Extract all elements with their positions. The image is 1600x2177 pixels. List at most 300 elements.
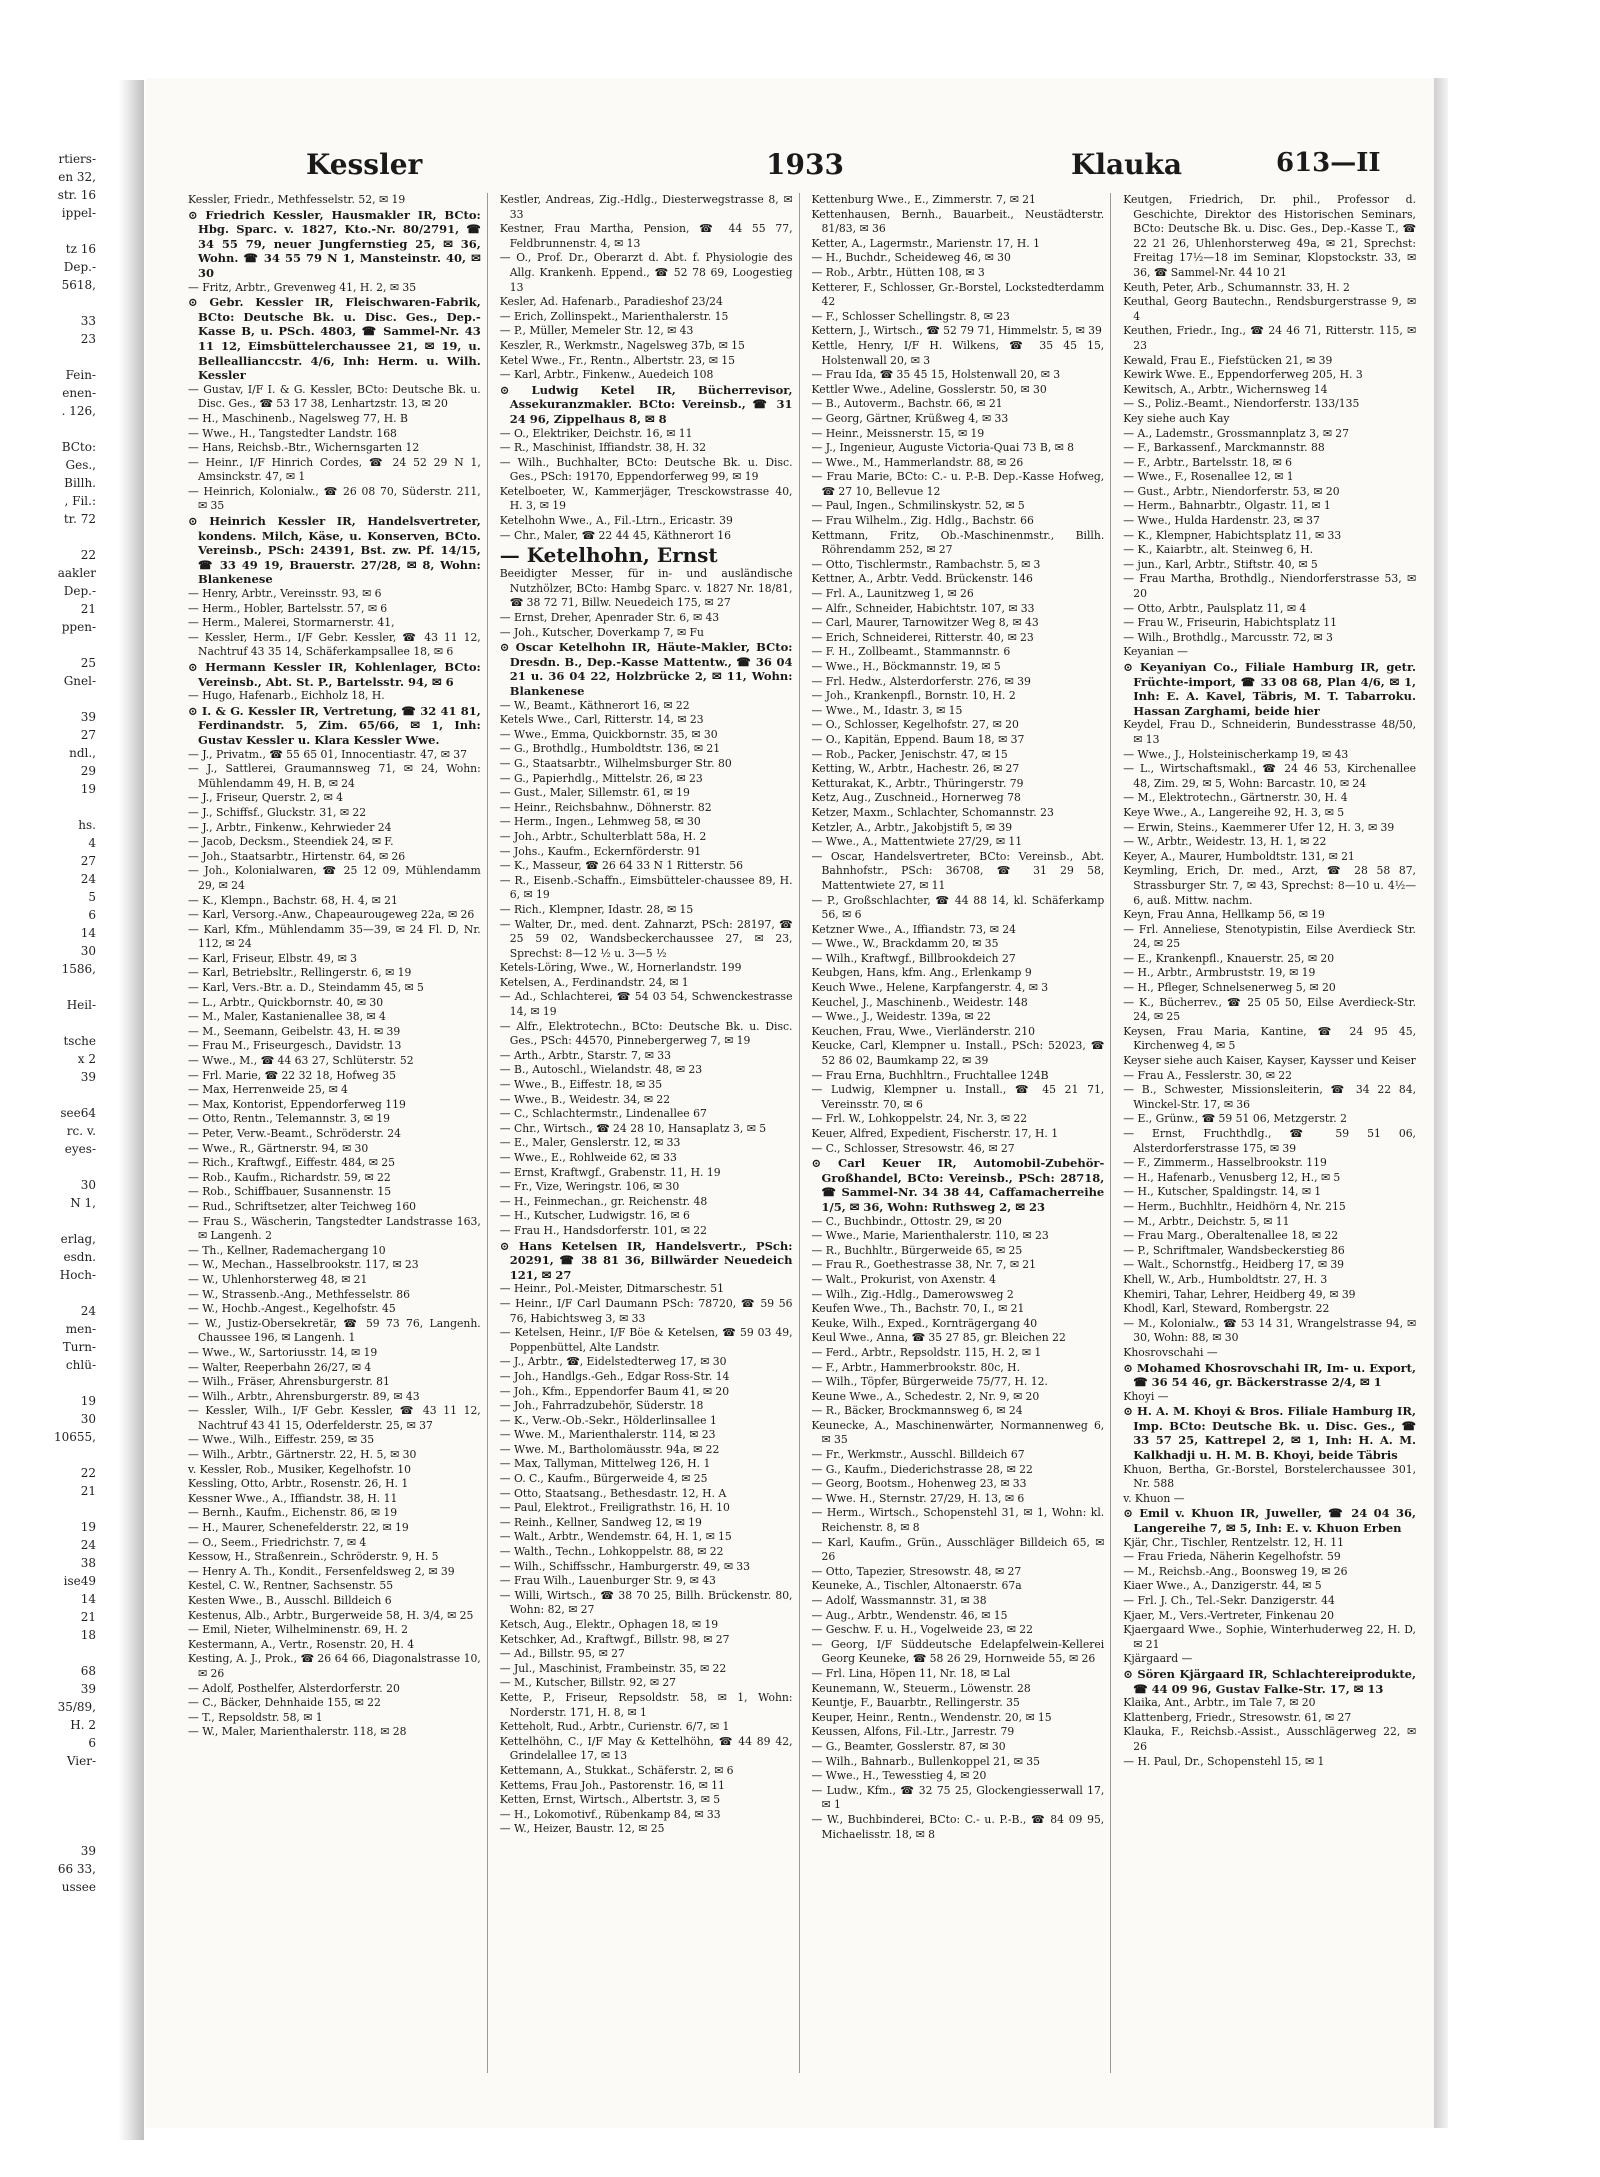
directory-entry: — M., Arbtr., Deichstr. 5, ✉ 11 bbox=[1123, 1214, 1290, 1228]
directory-entry: — O., Elektriker, Deichstr. 16, ✉ 11 bbox=[499, 426, 693, 440]
directory-entry: Kesten Wwe., B., Ausschl. Billdeich 6 bbox=[188, 1594, 392, 1607]
strip-line: 6 bbox=[88, 908, 96, 922]
directory-entry: — Jacob, Decksm., Steendiek 24, ✉ F. bbox=[188, 835, 394, 849]
directory-entry: Keymling, Erich, Dr. med., Arzt, ☎ 28 58 87, Strassburger Str. 7, ✉ 43, Sprechst: 8—10 u. 4½—6, auß. Mittw. nachm. bbox=[1123, 864, 1416, 907]
directory-entry: Ketzer, Maxm., Schlachter, Schomannstr. 23 bbox=[811, 805, 1054, 819]
directory-entry: ⊙ Ludwig Ketel IR, Bücherrevisor, Assekuranzmakler. BCto: Vereinsb., ☎ 31 24 96, Zippelhaus 8, ✉ 8 bbox=[499, 382, 793, 426]
book-spine bbox=[118, 80, 144, 2140]
strip-line: N 1, bbox=[70, 1196, 96, 1210]
strip-line: enen- bbox=[62, 386, 96, 400]
directory-entry: — Wwe. M., Marienthalerstr. 114, ✉ 23 bbox=[499, 1428, 716, 1442]
directory-entry: — J., Friseur, Querstr. 2, ✉ 4 bbox=[188, 791, 343, 805]
directory-entry: — Erich, Zollinspekt., Marienthalerstr. 15 bbox=[499, 309, 729, 323]
strip-line: 25 bbox=[80, 656, 96, 670]
strip-line: ippel- bbox=[61, 206, 96, 220]
directory-entry: — Geschw. F. u. H., Vogelweide 23, ✉ 22 bbox=[811, 1623, 1034, 1637]
directory-entry: — Alfr., Elektrotechn., BCto: Deutsche Bk. u. Disc. Ges., PSch: 44570, Pinnebergerweg 7, ✉ 19 bbox=[499, 1019, 793, 1048]
directory-entry: — Ernst, Kraftwgf., Grabenstr. 11, H. 19 bbox=[499, 1165, 721, 1179]
directory-entry: — Erwin, Steins., Kaemmerer Ufer 12, H. 3, ✉ 39 bbox=[1123, 820, 1395, 834]
strip-line bbox=[0, 690, 110, 708]
directory-entry: — K., Bücherrev., ☎ 25 05 50, Eilse Averdieck-Str. 24, ✉ 25 bbox=[1123, 995, 1416, 1024]
header-year: 1933 bbox=[766, 148, 844, 181]
directory-entry: — Frau M., Friseurgesch., Davidstr. 13 bbox=[188, 1039, 402, 1053]
directory-entry: — Wwe., Marie, Marienthalerstr. 110, ✉ 23 bbox=[811, 1229, 1049, 1243]
directory-entry: — C., Buchbindr., Ottostr. 29, ✉ 20 bbox=[811, 1214, 1002, 1228]
strip-line: tr. 72 bbox=[63, 512, 96, 526]
directory-entry: — F., Zimmerm., Hasselbrookstr. 119 bbox=[1123, 1156, 1327, 1170]
directory-entry: — Frl. J. Ch., Tel.-Sekr. Danzigerstr. 44 bbox=[1123, 1594, 1335, 1607]
directory-entry: Khemiri, Tahar, Lehrer, Heidberg 49, ✉ 39 bbox=[1123, 1287, 1356, 1301]
page-number: 613—II bbox=[1276, 148, 1381, 178]
directory-entry: Keuch Wwe., Helene, Karpfangerstr. 4, ✉ 3 bbox=[811, 981, 1049, 995]
directory-entry: Kettle, Henry, I/F H. Wilkens, ☎ 35 45 15, Holstenwall 20, ✉ 3 bbox=[811, 338, 1105, 367]
strip-line: Turn- bbox=[62, 1340, 96, 1354]
directory-entry: — H., Kutscher, Ludwigstr. 16, ✉ 6 bbox=[499, 1209, 690, 1223]
directory-entry: — Rob., Schiffbauer, Susannenstr. 15 bbox=[188, 1185, 392, 1199]
strip-line bbox=[0, 1770, 110, 1788]
directory-entry: Ketzner Wwe., A., Iffiandstr. 73, ✉ 24 bbox=[811, 922, 1016, 936]
directory-entry: Kettenhausen, Bernh., Bauarbeit., Neustädterstr. 81/83, ✉ 36 bbox=[811, 207, 1105, 236]
strip-line bbox=[0, 1212, 110, 1230]
strip-line: rtiers- bbox=[58, 152, 96, 166]
directory-entry: — E., Maler, Genslerstr. 12, ✉ 33 bbox=[499, 1136, 681, 1150]
adjacent-page-strip bbox=[0, 150, 110, 1970]
directory-entry: — Frau Marg., Oberaltenallee 18, ✉ 22 bbox=[1123, 1229, 1339, 1243]
directory-entry: — Walt., Arbtr., Wendemstr. 64, H. 1, ✉ 15 bbox=[499, 1530, 732, 1544]
strip-line bbox=[0, 1788, 110, 1806]
directory-entry: Kestenus, Alb., Arbtr., Burgerweide 58, H. 3/4, ✉ 25 bbox=[188, 1608, 474, 1622]
directory-entry: — R., Buchhltr., Bürgerweide 65, ✉ 25 bbox=[811, 1243, 1023, 1257]
directory-entry: — Wwe., Emma, Quickbornstr. 35, ✉ 30 bbox=[499, 727, 718, 741]
directory-entry: — Carl, Maurer, Tarnowitzer Weg 8, ✉ 43 bbox=[811, 616, 1039, 630]
directory-entry: — Reinh., Kellner, Sandweg 12, ✉ 19 bbox=[499, 1515, 702, 1529]
directory-entry: — K., Masseur, ☎ 26 64 33 N 1 Ritterstr. 56 bbox=[499, 859, 743, 873]
directory-entry: — Gustav, I/F I. & G. Kessler, BCto: Deutsche Bk. u. Disc. Ges., ☎ 53 17 38, Lenhartzstr. 13, ✉ 20 bbox=[188, 382, 481, 411]
directory-entry: — Walth., Techn., Lohkoppelstr. 88, ✉ 22 bbox=[499, 1545, 724, 1559]
directory-entry: Keyer, A., Maurer, Humboldtstr. 131, ✉ 21 bbox=[1123, 849, 1355, 863]
directory-entry: Ketter, A., Lagermstr., Marienstr. 17, H. 1 bbox=[811, 236, 1041, 250]
directory-entry: — B., Schwester, Missionsleiterin, ☎ 34 22 84, Winckel-Str. 17, ✉ 36 bbox=[1123, 1083, 1416, 1111]
directory-entry: — Heinr., Reichsbahnw., Döhnerstr. 82 bbox=[499, 800, 712, 814]
directory-entry: — Rich., Kraftwgf., Eiffestr. 484, ✉ 25 bbox=[188, 1156, 395, 1170]
directory-entry: — Willi, Wirtsch., ☎ 38 70 25, Billh. Brückenstr. 80, Wohn: 82, ✉ 27 bbox=[499, 1588, 793, 1617]
directory-entry: — R., Bäcker, Brockmannsweg 6, ✉ 24 bbox=[811, 1404, 1023, 1418]
directory-entry: — Johs., Kaufm., Eckernförderstr. 91 bbox=[499, 844, 702, 858]
directory-entry: Keussen, Alfons, Fil.-Ltr., Jarrestr. 79 bbox=[811, 1725, 1015, 1739]
directory-entry: — S., Poliz.-Beamt., Niendorferstr. 133/135 bbox=[1123, 397, 1360, 411]
directory-entry: — Henry A. Th., Kondit., Fersenfeldsweg 2, ✉ 39 bbox=[188, 1564, 455, 1578]
directory-entry: Kessow, H., Straßenrein., Schröderstr. 9, H. 5 bbox=[188, 1550, 439, 1564]
directory-entry: — Hugo, Hafenarb., Eichholz 18, H. bbox=[188, 689, 385, 703]
directory-entry: — C., Schlachtermstr., Lindenallee 67 bbox=[499, 1107, 707, 1121]
directory-entry: Keucke, Carl, Klempner u. Install., PSch: 52023, ☎ 52 86 02, Baumkamp 22, ✉ 39 bbox=[811, 1039, 1105, 1068]
directory-entry: ⊙ Emil v. Khuon IR, Juweller, ☎ 24 04 36, Langereihe 7, ✉ 5, Inh: E. v. Khuon Erben bbox=[1123, 1506, 1416, 1536]
directory-entry: — K., Klempner, Habichtsplatz 11, ✉ 33 bbox=[1123, 528, 1342, 542]
strip-line: . 126, bbox=[61, 404, 96, 418]
directory-entry: — Rud., Schriftsetzer, alter Teichweg 160 bbox=[188, 1199, 417, 1213]
directory-entry: Ketsch, Aug., Elektr., Ophagen 18, ✉ 19 bbox=[499, 1618, 719, 1631]
directory-entry: — Chr., Maler, ☎ 22 44 45, Käthnerort 16 bbox=[499, 528, 731, 542]
directory-entry: Ketels Wwe., Carl, Ritterstr. 14, ✉ 23 bbox=[499, 713, 704, 727]
strip-line bbox=[0, 222, 110, 240]
directory-entry: Klaika, Ant., Arbtr., im Tale 7, ✉ 20 bbox=[1123, 1696, 1316, 1710]
strip-line: 19 bbox=[80, 1394, 96, 1408]
directory-entry: — Wwe. H., Sternstr. 27/29, H. 13, ✉ 6 bbox=[811, 1491, 1025, 1505]
directory-entry: Keul Wwe., Anna, ☎ 35 27 85, gr. Bleichen 22 bbox=[811, 1331, 1066, 1345]
directory-entry: Keuper, Heinr., Rentn., Wendenstr. 20, ✉ 15 bbox=[811, 1710, 1052, 1724]
strip-line: en 32, bbox=[58, 170, 96, 184]
directory-entry: ⊙ Mohamed Khosrovschahi IR, Im- u. Export, ☎ 36 54 46, gr. Bäckerstrasse 2/4, ✉ 1 bbox=[1123, 1360, 1416, 1390]
directory-entry: — Rich., Klempner, Idastr. 28, ✉ 15 bbox=[499, 902, 694, 916]
directory-entry: ⊙ Carl Keuer IR, Automobil-Zubehör-Großhandel, BCto: Vereinsb., PSch: 28718, ☎ Sammel-Nr. 34 38 44, Caffamacherreihe 1/5, ✉ 36, Wohn: Ruthsweg 2, ✉ 23 bbox=[811, 1156, 1105, 1214]
directory-entry: — Herm., Bahnarbtr., Olgastr. 11, ✉ 1 bbox=[1123, 499, 1331, 513]
column-3 bbox=[806, 193, 1112, 2073]
directory-entry: — Frl. Hedw., Alsterdorferstr. 276, ✉ 39 bbox=[811, 674, 1031, 688]
directory-entry: — J., Schiffsf., Gluckstr. 31, ✉ 22 bbox=[188, 805, 367, 819]
directory-entry: Kjärgaard — bbox=[1123, 1652, 1193, 1666]
directory-entry: ⊙ I. & G. Kessler IR, Vertretung, ☎ 32 41 81, Ferdinandstr. 5, Zim. 65/66, ✉ 1, Inh: Gustav Kessler u. Klara Kessler Wwe. bbox=[188, 703, 481, 747]
directory-entry: — P., Müller, Memeler Str. 12, ✉ 43 bbox=[499, 324, 694, 338]
strip-line: 21 bbox=[80, 602, 96, 616]
directory-entry: — Walt., Prokurist, von Axenstr. 4 bbox=[811, 1272, 996, 1286]
directory-entry: — O., Prof. Dr., Oberarzt d. Abt. f. Physiologie des Allg. Krankenh. Eppend., ☎ 52 78 69, Loogestieg 13 bbox=[499, 251, 793, 294]
directory-entry: — W., Uhlenhorsterweg 48, ✉ 21 bbox=[188, 1272, 368, 1286]
strip-line bbox=[0, 1158, 110, 1176]
directory-entry: — Karl, Vers.-Btr. a. D., Steindamm 45, ✉ 5 bbox=[188, 981, 424, 995]
directory-entry: Ketzler, A., Arbtr., Jakobjstift 5, ✉ 39 bbox=[811, 820, 1013, 834]
directory-entry: — Herm., Malerei, Stormarnerstr. 41, bbox=[188, 616, 395, 630]
strip-line bbox=[0, 798, 110, 816]
directory-entry: — Wwe. M., Bartholomäusstr. 94a, ✉ 22 bbox=[499, 1442, 720, 1456]
directory-entry: — A., Lademstr., Grossmannplatz 3, ✉ 27 bbox=[1123, 426, 1350, 440]
directory-entry: — B., Autoverm., Bachstr. 66, ✉ 21 bbox=[811, 397, 1003, 411]
directory-entry: Kessler, Friedr., Methfesselstr. 52, ✉ 19 bbox=[188, 193, 406, 206]
directory-entry: Keufen Wwe., Th., Bachstr. 70, I., ✉ 21 bbox=[811, 1302, 1025, 1316]
directory-entry: — Wwe., Hulda Hardenstr. 23, ✉ 37 bbox=[1123, 514, 1320, 528]
strip-line: chlü- bbox=[65, 1358, 96, 1372]
strip-line: 22 bbox=[80, 1466, 96, 1480]
directory-entry: — Paul, Ingen., Schmilinskystr. 52, ✉ 5 bbox=[811, 499, 1025, 513]
directory-entry: — F., Arbtr., Bartelsstr. 18, ✉ 6 bbox=[1123, 455, 1292, 469]
directory-entry: Ketelboeter, W., Kammerjäger, Tresckowstrasse 40, H. 3, ✉ 19 bbox=[499, 484, 793, 513]
directory-entry: — Erich, Schneiderei, Ritterstr. 40, ✉ 23 bbox=[811, 630, 1034, 644]
directory-entry: Ketteholt, Rud., Arbtr., Curienstr. 6/7, ✉ 1 bbox=[499, 1720, 730, 1734]
directory-entry: — O., Seem., Friedrichstr. 7, ✉ 4 bbox=[188, 1535, 367, 1549]
directory-entry: — L., Wirtschaftsmakl., ☎ 24 46 53, Kirchenallee 48, Zim. 29, ✉ 5, Wohn: Barcastr. 10, ✉ 24 bbox=[1123, 762, 1416, 790]
directory-entry: Kettemann, A., Stukkat., Schäferstr. 2, ✉ 6 bbox=[499, 1763, 734, 1777]
directory-entry: Kettler Wwe., Adeline, Gosslerstr. 50, ✉ 30 bbox=[811, 382, 1047, 396]
directory-entry: — Karl, Arbtr., Finkenw., Auedeich 108 bbox=[499, 368, 714, 382]
directory-entry: — Otto, Arbtr., Paulsplatz 11, ✉ 4 bbox=[1123, 601, 1307, 615]
directory-entry: — Herm., Ingen., Lehmweg 58, ✉ 30 bbox=[499, 815, 701, 829]
directory-entry: — Wwe., B., Weidestr. 34, ✉ 22 bbox=[499, 1092, 671, 1106]
directory-entry: — Frau R., Goethestrasse 38, Nr. 7, ✉ 21 bbox=[811, 1258, 1037, 1272]
strip-line: Vier- bbox=[66, 1754, 96, 1768]
directory-entry: — Alfr., Schneider, Habichtstr. 107, ✉ 33 bbox=[811, 601, 1035, 615]
directory-entry: — Walt., Schornstfg., Heidberg 17, ✉ 39 bbox=[1123, 1258, 1345, 1272]
strip-line: str. 16 bbox=[57, 188, 96, 202]
directory-entry: — Oscar, Handelsvertreter, BCto: Vereinsb., Abt. Bahnhofstr., PSch: 36708, ☎ 31 29 58, Mattentwiete 27, ✉ 11 bbox=[811, 849, 1105, 892]
strip-line: 29 bbox=[80, 764, 96, 778]
directory-entry: — Wilh., Arbtr., Gärtnerstr. 22, H. 5, ✉ 30 bbox=[188, 1448, 417, 1462]
directory-entry: Kessling, Otto, Arbtr., Rosenstr. 26, H. 1 bbox=[188, 1477, 409, 1491]
directory-entry: — M., Elektrotechn., Gärtnerstr. 30, H. 4 bbox=[1123, 791, 1348, 805]
directory-entry: — Arth., Arbtr., Starstr. 7, ✉ 33 bbox=[499, 1048, 672, 1062]
strip-line: 39 bbox=[80, 710, 96, 724]
directory-entry: — J., Ingenieur, Auguste Victoria-Quai 73 B, ✉ 8 bbox=[811, 441, 1075, 455]
directory-entry: Ketz, Aug., Zuschneid., Hornerweg 78 bbox=[811, 791, 1021, 805]
directory-entry: — P., Schriftmaler, Wandsbeckerstieg 86 bbox=[1123, 1243, 1345, 1257]
directory-entry: — Walter, Reeperbahn 26/27, ✉ 4 bbox=[188, 1360, 372, 1374]
strip-line: 27 bbox=[80, 854, 96, 868]
directory-entry: — H. Paul, Dr., Schopenstehl 15, ✉ 1 bbox=[1123, 1754, 1325, 1768]
directory-entry: — Emil, Nieter, Wilhelminenstr. 69, H. 2 bbox=[188, 1623, 409, 1637]
directory-entry: — Frl. Anneliese, Stenotypistin, Eilse Averdieck Str. 24, ✉ 25 bbox=[1123, 922, 1416, 951]
strip-line bbox=[0, 636, 110, 654]
directory-entry: — J., Arbtr., ☎, Eidelstedterweg 17, ✉ 30 bbox=[499, 1355, 727, 1369]
directory-entry: — Wilh., Kraftwgf., Billbrookdeich 27 bbox=[811, 951, 1016, 965]
directory-entry: — Wwe., F., Rosenallee 12, ✉ 1 bbox=[1123, 470, 1294, 484]
directory-entry: — Karl, Versorg.-Anw., Chapeaurougeweg 22a, ✉ 26 bbox=[188, 908, 475, 922]
directory-entry: — Th., Kellner, Rademachergang 10 bbox=[188, 1243, 386, 1257]
directory-entry: Keysen, Frau Maria, Kantine, ☎ 24 95 45, Kirchenweg 4, ✉ 5 bbox=[1123, 1024, 1416, 1053]
directory-entry: — Herm., Hobler, Bartelsstr. 57, ✉ 6 bbox=[188, 601, 388, 615]
directory-entry: — Wwe., H., Tangstedter Landstr. 168 bbox=[188, 426, 397, 440]
directory-entry: Keubgen, Hans, kfm. Ang., Erlenkamp 9 bbox=[811, 966, 1032, 980]
directory-entry: Ketelsen, A., Ferdinandstr. 24, ✉ 1 bbox=[499, 975, 689, 989]
directory-entry: — Ad., Billstr. 95, ✉ 27 bbox=[499, 1647, 625, 1661]
directory-entry: — W., Heizer, Baustr. 12, ✉ 25 bbox=[499, 1822, 665, 1836]
directory-entry: — H., Arbtr., Armbruststr. 19, ✉ 19 bbox=[1123, 966, 1316, 980]
directory-entry: — G., Papierhdlg., Mittelstr. 26, ✉ 23 bbox=[499, 771, 703, 785]
strip-line: men- bbox=[65, 1322, 96, 1336]
strip-line: ndl., bbox=[69, 746, 96, 760]
directory-entry: Ketten, Ernst, Wirtsch., Albertstr. 3, ✉ 5 bbox=[499, 1793, 721, 1807]
directory-entry: — Fr., Werkmstr., Ausschl. Billdeich 67 bbox=[811, 1448, 1025, 1462]
directory-entry: — Kessler, Herm., I/F Gebr. Kessler, ☎ 43 11 12, Nachtruf 43 35 14, Schäferkampsallee 18, ✉ 6 bbox=[188, 630, 481, 659]
strip-line: BCto: bbox=[61, 440, 96, 454]
directory-entry: — Frl. W., Lohkoppelstr. 24, Nr. 3, ✉ 22 bbox=[811, 1112, 1028, 1126]
directory-entry: — Ferd., Arbtr., Repsoldstr. 115, H. 2, ✉ 1 bbox=[811, 1345, 1042, 1359]
strip-line: 39 bbox=[80, 1682, 96, 1696]
directory-entry: — Otto, Staatsang., Bethesdastr. 12, H. A bbox=[499, 1486, 727, 1500]
directory-entry: ⊙ Sören Kjärgaard IR, Schlachtereiprodukte, ☎ 44 09 96, Gustav Falke-Str. 17, ✉ 13 bbox=[1123, 1666, 1416, 1696]
directory-entry: ⊙ Gebr. Kessler IR, Fleischwaren-Fabrik, BCto: Deutsche Bk. u. Disc. Ges., Dep.-Kasse B, u. PSch. 4803, ☎ Sammel-Nr. 43 11 12, Eimsbüttelerchaussee 21, ✉ 19, u. Belleallianccstr. 4/6, Inh: Herm. u. Wilh. Kessler bbox=[188, 295, 481, 383]
directory-entry: Ketterer, F., Schlosser, Gr.-Borstel, Lockstedterdamm 42 bbox=[811, 280, 1105, 309]
directory-entry: Kessner Wwe., A., Iffiandstr. 38, H. 11 bbox=[188, 1491, 398, 1505]
strip-line: 24 bbox=[80, 1304, 96, 1318]
directory-entry: — W., Maler, Marienthalerstr. 118, ✉ 28 bbox=[188, 1725, 407, 1739]
directory-entry: — Joh., Krankenpfl., Bornstr. 10, H. 2 bbox=[811, 689, 1016, 703]
directory-entry: — Kessler, Wilh., I/F Gebr. Kessler, ☎ 43 11 12, Nachtruf 43 41 15, Oderfelderstr. 25, ✉ 37 bbox=[188, 1404, 481, 1432]
column-2 bbox=[494, 193, 800, 2073]
directory-entry: — E., Krankenpfl., Knauerstr. 25, ✉ 20 bbox=[1123, 951, 1335, 965]
directory-entry: — F., Arbtr., Hammerbrookstr. 80c, H. bbox=[811, 1360, 1021, 1374]
directory-entry: Kettern, J., Wirtsch., ☎ 52 79 71, Himmelstr. 5, ✉ 39 bbox=[811, 324, 1102, 338]
directory-entry: — Adolf, Posthelfer, Alsterdorferstr. 20 bbox=[188, 1681, 400, 1695]
strip-line bbox=[0, 1500, 110, 1518]
strip-line: ppen- bbox=[61, 620, 96, 634]
directory-entry: — Wwe., E., Rohlweide 62, ✉ 33 bbox=[499, 1151, 677, 1164]
directory-entry: Keune Wwe., A., Schedestr. 2, Nr. 9, ✉ 20 bbox=[811, 1389, 1040, 1403]
directory-entry: Keyser siehe auch Kaiser, Kayser, Kaysser und Keiser bbox=[1123, 1054, 1416, 1068]
directory-entry: — H., Maschinenb., Nagelsweg 77, H. B bbox=[188, 411, 408, 425]
directory-entry: — Gust., Maler, Sillemstr. 61, ✉ 19 bbox=[499, 786, 690, 800]
directory-entry: Kestner, Frau Martha, Pension, ☎ 44 55 77, Feldbrunnenstr. 4, ✉ 13 bbox=[499, 222, 793, 250]
directory-entry: Keszler, R., Werkmstr., Nagelsweg 37b, ✉ 15 bbox=[499, 338, 745, 352]
directory-entry: — Jul., Maschinist, Frambeinstr. 35, ✉ 22 bbox=[499, 1661, 727, 1675]
directory-entry: — H., Pfleger, Schnelsenerweg 5, ✉ 20 bbox=[1123, 981, 1336, 995]
directory-entry: — K., Kaiarbtr., alt. Steinweg 6, H. bbox=[1123, 543, 1314, 557]
directory-entry: Khosrovschahi — bbox=[1123, 1345, 1218, 1359]
directory-entry: — Hans, Reichsb.-Btr., Wichernsgarten 12 bbox=[188, 441, 420, 455]
directory-entry: — W., Hochb.-Angest., Kegelhofstr. 45 bbox=[188, 1302, 396, 1316]
directory-entry: — Fr., Vize, Weringstr. 106, ✉ 30 bbox=[499, 1180, 680, 1194]
directory-entry: Klattenberg, Friedr., Stresowstr. 61, ✉ 27 bbox=[1123, 1710, 1352, 1724]
directory-entry: — Gust., Arbtr., Niendorferstr. 53, ✉ 20 bbox=[1123, 484, 1340, 498]
directory-entry: Ketelhohn Wwe., A., Fil.-Ltrn., Ericastr. 39 bbox=[499, 514, 733, 528]
directory-entry: — Peter, Verw.-Beamt., Schröderstr. 24 bbox=[188, 1127, 401, 1140]
strip-line: tz 16 bbox=[65, 242, 96, 256]
strip-line bbox=[0, 420, 110, 438]
directory-entry: Kesting, A. J., Prok., ☎ 26 64 66, Diagonalstrasse 10, ✉ 26 bbox=[188, 1652, 481, 1680]
directory-entry: — Ketelsen, Heinr., I/F Böe & Ketelsen, ☎ 59 03 49, Poppenbüttel, Alte Landstr. bbox=[499, 1326, 793, 1354]
directory-entry: — Wilh., Arbtr., Ahrensburgerstr. 89, ✉ 43 bbox=[188, 1389, 420, 1403]
directory-entry: — Herm., Wirtsch., Schopenstehl 31, ✉ 1, Wohn: kl. Reichenstr. 8, ✉ 8 bbox=[811, 1506, 1105, 1535]
directory-entry: ⊙ H. A. M. Khoyi & Bros. Filiale Hamburg IR, Imp. BCto: Deutsche Bk. u. Disc. Ges., ☎ 33 57 25, Kattrepel 2, ✉ 1, Inh: H. A. M. Kalkhadji u. H. M. B. Khoyi, beide Täbris bbox=[1123, 1404, 1416, 1463]
directory-entry: — M., Reichsb.-Ang., Boonsweg 19, ✉ 26 bbox=[1123, 1564, 1348, 1578]
page-header bbox=[176, 142, 1416, 188]
column-1 bbox=[182, 193, 488, 2073]
strip-line: rc. v. bbox=[66, 1124, 96, 1138]
directory-entry: — Chr., Wirtsch., ☎ 24 28 10, Hansaplatz 3, ✉ 5 bbox=[499, 1121, 767, 1135]
directory-entry: — Max, Herrenweide 25, ✉ 4 bbox=[188, 1083, 348, 1097]
strip-line: 1586, bbox=[61, 962, 96, 976]
directory-entry: — Wilh., Fräser, Ahrensburgerstr. 81 bbox=[188, 1375, 390, 1389]
strip-line bbox=[0, 1086, 110, 1104]
strip-line: Heil- bbox=[66, 998, 96, 1012]
directory-entry: Keuke, Wilh., Exped., Kornträgergang 40 bbox=[811, 1316, 1038, 1330]
strip-line: Dep.- bbox=[63, 260, 96, 274]
directory-entry: — Otto, Tapezier, Stresowstr. 48, ✉ 27 bbox=[811, 1564, 1022, 1578]
strip-line: aakler bbox=[57, 566, 96, 580]
directory-entry: — Wwe., H., Böckmannstr. 19, ✉ 5 bbox=[811, 660, 1001, 673]
directory-entry: — Frau W., Friseurin, Habichtsplatz 11 bbox=[1123, 616, 1337, 630]
directory-entry: — C., Schlosser, Stresowstr. 46, ✉ 27 bbox=[811, 1141, 1015, 1155]
directory-entry: — Wwe., A., Mattentwiete 27/29, ✉ 11 bbox=[811, 835, 1023, 849]
directory-entry: — Heinr., I/F Carl Daumann PSch: 78720, ☎ 59 56 76, Habichtsweg 3, ✉ 33 bbox=[499, 1296, 793, 1325]
strip-line: tsche bbox=[63, 1034, 96, 1048]
strip-line: , Fil.: bbox=[64, 494, 96, 508]
directory-entry: — W., Buchbinderei, BCto: C.- u. P.-B., ☎ 84 09 95, Michaelisstr. 18, ✉ 8 bbox=[811, 1812, 1105, 1841]
directory-entry: — Ludwig, Klempner u. Install., ☎ 45 21 71, Vereinsstr. 70, ✉ 6 bbox=[811, 1083, 1105, 1111]
strip-line: 30 bbox=[80, 944, 96, 958]
directory-entry: — P., Großschlachter, ☎ 44 88 14, kl. Schäferkamp 56, ✉ 6 bbox=[811, 893, 1105, 922]
directory-entry: — Wilh., Brothdlg., Marcusstr. 72, ✉ 3 bbox=[1123, 630, 1333, 644]
directory-entry: — Georg, I/F Süddeutsche Edelapfelwein-Kellerei Georg Keuneke, ☎ 58 26 29, Hornweide 55, ✉ 26 bbox=[811, 1637, 1105, 1666]
directory-entry: — W., Mechan., Hasselbrookstr. 117, ✉ 23 bbox=[188, 1258, 419, 1272]
directory-entry: — Joh., Kfm., Eppendorfer Baum 41, ✉ 20 bbox=[499, 1384, 730, 1398]
strip-line bbox=[0, 348, 110, 366]
directory-entry: Klauka, F., Reichsb.-Assist., Ausschlägerweg 22, ✉ 26 bbox=[1123, 1725, 1416, 1753]
directory-entry: — M., Kolonialw., ☎ 53 14 31, Wrangelstrasse 94, ✉ 30, Wohn: 88, ✉ 30 bbox=[1123, 1316, 1416, 1345]
directory-entry: — Heinr., Pol.-Meister, Ditmarschestr. 51 bbox=[499, 1282, 725, 1296]
directory-entry: Keuneke, A., Tischler, Altonaerstr. 67a bbox=[811, 1579, 1022, 1593]
directory-entry: — R., Maschinist, Iffiandstr. 38, H. 32 bbox=[499, 441, 707, 455]
directory-entry: — Frau Frieda, Näherin Kegelhofstr. 59 bbox=[1123, 1550, 1341, 1564]
directory-entry: — G., Kaufm., Diederichstrasse 28, ✉ 22 bbox=[811, 1462, 1033, 1476]
strip-line: 21 bbox=[80, 1610, 96, 1624]
directory-entry: Kette, P., Friseur, Repsoldstr. 58, ✉ 1, Wohn: Norderstr. 171, H. 8, ✉ 1 bbox=[499, 1690, 793, 1719]
directory-entry: — Rob., Kaufm., Richardstr. 59, ✉ 22 bbox=[188, 1170, 391, 1184]
directory-entry: — Georg, Gärtner, Krüßweg 4, ✉ 33 bbox=[811, 411, 1009, 425]
directory-entry: — Joh., Kolonialwaren, ☎ 25 12 09, Mühlendamm 29, ✉ 24 bbox=[188, 864, 481, 892]
directory-entry: Keunemann, W., Steuerm., Löwenstr. 28 bbox=[811, 1681, 1031, 1695]
directory-entry: ⊙ Hans Ketelsen IR, Handelsvertr., PSch: 20291, ☎ 38 81 36, Billwärder Neuedeich 121, ✉ 27 bbox=[499, 1238, 793, 1282]
directory-entry: — H., Maurer, Schenefelderstr. 22, ✉ 19 bbox=[188, 1521, 409, 1535]
directory-entry: Kettems, Frau Joh., Pastorenstr. 16, ✉ 11 bbox=[499, 1778, 725, 1792]
directory-entry: — F., Barkassenf., Marckmannstr. 88 bbox=[1123, 441, 1325, 455]
strip-line: 21 bbox=[80, 1484, 96, 1498]
directory-entry: ⊙ Friedrich Kessler, Hausmakler IR, BCto: Hbg. Sparc. v. 1827, Kto.-Nr. 80/2791, ☎ 34 55 79, neuer Jungfernstieg 25, ✉ 36, Wohn. ☎ 34 55 79 N 1, Mansteinstr. 40, ✉ 30 bbox=[188, 207, 481, 280]
directory-entry: ⊙ Keyaniyan Co., Filiale Hamburg IR, getr. Früchte-import, ☎ 33 08 68, Plan 4/6, ✉ 1, Inh: E. A. Kavel, Täbris, M. T. Tabarroku. Hassan Zarghami, beide hier bbox=[1123, 660, 1416, 718]
strip-line: 24 bbox=[80, 1538, 96, 1552]
strip-line: eyes- bbox=[64, 1142, 96, 1156]
directory-entry: Ketschker, Ad., Kraftwgf., Billstr. 98, ✉ 27 bbox=[499, 1632, 730, 1646]
directory-entry: — Frau A., Fesslerstr. 30, ✉ 22 bbox=[1123, 1068, 1292, 1082]
directory-entry: — Heinr., I/F Hinrich Cordes, ☎ 24 52 29 N 1, Amsinckstr. 47, ✉ 1 bbox=[188, 455, 481, 484]
strip-line: esdn. bbox=[63, 1250, 96, 1264]
directory-entry: — F. H., Zollbeamt., Stammannstr. 6 bbox=[811, 645, 1011, 659]
directory-entry: — Max, Kontorist, Eppendorferweg 119 bbox=[188, 1097, 406, 1111]
directory-entry: — Karl, Kaufm., Grün., Ausschläger Billdeich 65, ✉ 26 bbox=[811, 1535, 1105, 1564]
directory-entry: Keyn, Frau Anna, Hellkamp 56, ✉ 19 bbox=[1123, 908, 1325, 922]
directory-entry: — Karl, Kfm., Mühlendamm 35—39, ✉ 24 Fl. D, Nr. 112, ✉ 24 bbox=[188, 922, 481, 951]
directory-entry: — Rob., Packer, Jenischstr. 47, ✉ 15 bbox=[811, 747, 1008, 761]
directory-entry: — Joh., Kutscher, Doverkamp 7, ✉ Fu bbox=[499, 625, 704, 639]
directory-entry: — Adolf, Wassmannstr. 31, ✉ 38 bbox=[811, 1594, 987, 1607]
strip-line: 18 bbox=[80, 1628, 96, 1642]
directory-entry: — Wwe., W., Sartoriusstr. 14, ✉ 19 bbox=[188, 1345, 378, 1359]
directory-entry: — J., Privatm., ☎ 55 65 01, Innocentiastr. 47, ✉ 37 bbox=[188, 747, 467, 761]
strip-line: 10655, bbox=[54, 1430, 96, 1444]
directory-entry: — Bernh., Kaufm., Eichenstr. 86, ✉ 19 bbox=[188, 1506, 398, 1520]
strip-line bbox=[0, 294, 110, 312]
directory-entry: — Joh., Fahrradzubehör, Süderstr. 18 bbox=[499, 1399, 704, 1413]
directory-entry: Kettenburg Wwe., E., Zimmerstr. 7, ✉ 21 bbox=[811, 193, 1036, 206]
directory-entry: — Frau Martha, Brothdlg., Niendorferstrasse 53, ✉ 20 bbox=[1123, 572, 1416, 601]
strip-line: 19 bbox=[80, 782, 96, 796]
directory-entry: — Wwe., M., Hammerlandstr. 88, ✉ 26 bbox=[811, 455, 1024, 469]
directory-entry: — Wwe., Wilh., Eiffestr. 259, ✉ 35 bbox=[188, 1433, 375, 1447]
directory-entry: Keunecke, A., Maschinenwärter, Normannenweg 6, ✉ 35 bbox=[811, 1418, 1105, 1447]
directory-entry: — Ernst, Dreher, Apenrader Str. 6, ✉ 43 bbox=[499, 611, 720, 625]
directory-entry: — F., Schlosser Schellingstr. 8, ✉ 23 bbox=[811, 309, 1010, 323]
directory-entry: — Wwe., M., ☎ 44 63 27, Schlüterstr. 52 bbox=[188, 1054, 414, 1068]
strip-line: 66 33, bbox=[57, 1862, 96, 1876]
strip-line: 68 bbox=[80, 1664, 96, 1678]
directory-entry: — Joh., Staatsarbtr., Hirtenstr. 64, ✉ 26 bbox=[188, 849, 406, 863]
directory-entry: Kjaergaard Wwe., Sophie, Winterhuderweg 22, H. D, ✉ 21 bbox=[1123, 1623, 1416, 1651]
strip-line: H. 2 bbox=[70, 1718, 96, 1732]
directory-entry: — Herm., Buchhltr., Heidhörn 4, Nr. 215 bbox=[1123, 1199, 1346, 1213]
directory-entry: Key siehe auch Kay bbox=[1123, 411, 1230, 425]
directory-entry: — J., Sattlerei, Graumannsweg 71, ✉ 24, Wohn: Mühlendamm 49, H. B, ✉ 24 bbox=[188, 762, 481, 790]
strip-line: Gnel- bbox=[63, 674, 96, 688]
directory-entry: — Wwe., B., Eiffestr. 18, ✉ 35 bbox=[499, 1078, 663, 1092]
strip-line: Hoch- bbox=[59, 1268, 96, 1282]
page-edge-shadow bbox=[1434, 78, 1448, 2128]
